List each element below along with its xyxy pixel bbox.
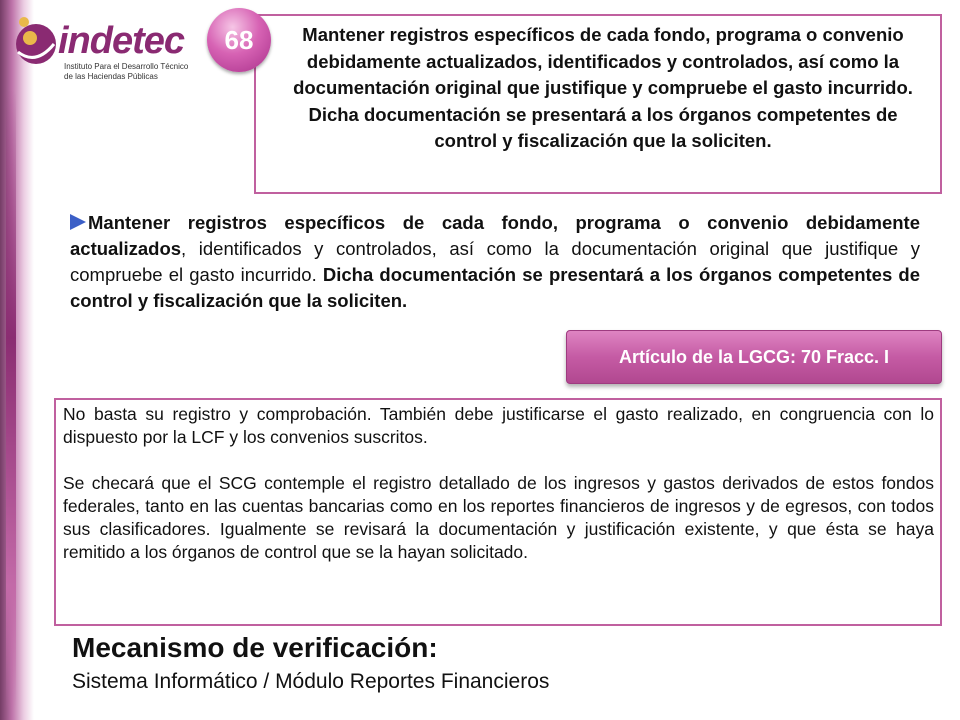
main-paragraph-bold-start: Mantener registros específicos de cada fondo, programa o convenio debidamente actualizados — [70, 212, 920, 259]
main-paragraph-middle: , identificados y controlados, así como la documentación original que justifique y compruebe el gasto incurrido. — [70, 238, 920, 285]
main-paragraph — [70, 210, 920, 314]
arrow-bullet-icon — [70, 214, 86, 230]
item-number-badge: 68 — [207, 8, 271, 72]
logo-subtitle-line2: de las Haciendas Públicas — [64, 72, 158, 81]
indetec-logo — [8, 10, 189, 81]
main-paragraph-bold-end: Dicha documentación se presentará a los órganos competentes de control y fiscalización que la soliciten. — [70, 264, 920, 311]
explanation-paragraph-2: Se checará que el SCG contemple el registro detallado de los ingresos y gastos derivados de estos fondos federales, tanto en las cuentas bancarias como en los reportes financieros de ingresos y de egresos, con todos sus clasificadores. Igualmente se revisará la documentación y justificación existente, y que ésta se haya remitido a los órganos de control que se la hayan solicitado. — [63, 473, 934, 562]
logo-subtitle-line1: Instituto Para el Desarrollo Técnico — [64, 62, 189, 71]
requirement-text: Mantener registros específicos de cada fondo, programa o convenio debidamente actualizados, identificados y controlados, así como la documentación original que justifique y compruebe el gasto incurrido. Dicha documentación se presentará a los órganos competentes de control y fiscalización que la soliciten. — [293, 24, 913, 151]
verification-mechanism-title: Mecanismo de verificación: — [72, 632, 438, 663]
article-reference-label: Artículo de la LGCG: 70 Fracc. I — [618, 346, 890, 367]
logo-sphere-icon — [8, 14, 64, 74]
verification-mechanism-subtitle: Sistema Informático / Módulo Reportes Financieros — [72, 670, 550, 693]
logo-wordmark: indetec — [58, 20, 185, 62]
article-reference-banner — [566, 330, 942, 384]
explanation-box — [54, 398, 942, 626]
explanation-paragraph-1: No basta su registro y comprobación. También debe justificarse el gasto realizado, en congruencia con lo dispuesto por la LCF y los convenios suscritos. — [63, 404, 934, 447]
left-decorative-stripe — [6, 90, 16, 710]
requirement-box — [254, 14, 942, 194]
